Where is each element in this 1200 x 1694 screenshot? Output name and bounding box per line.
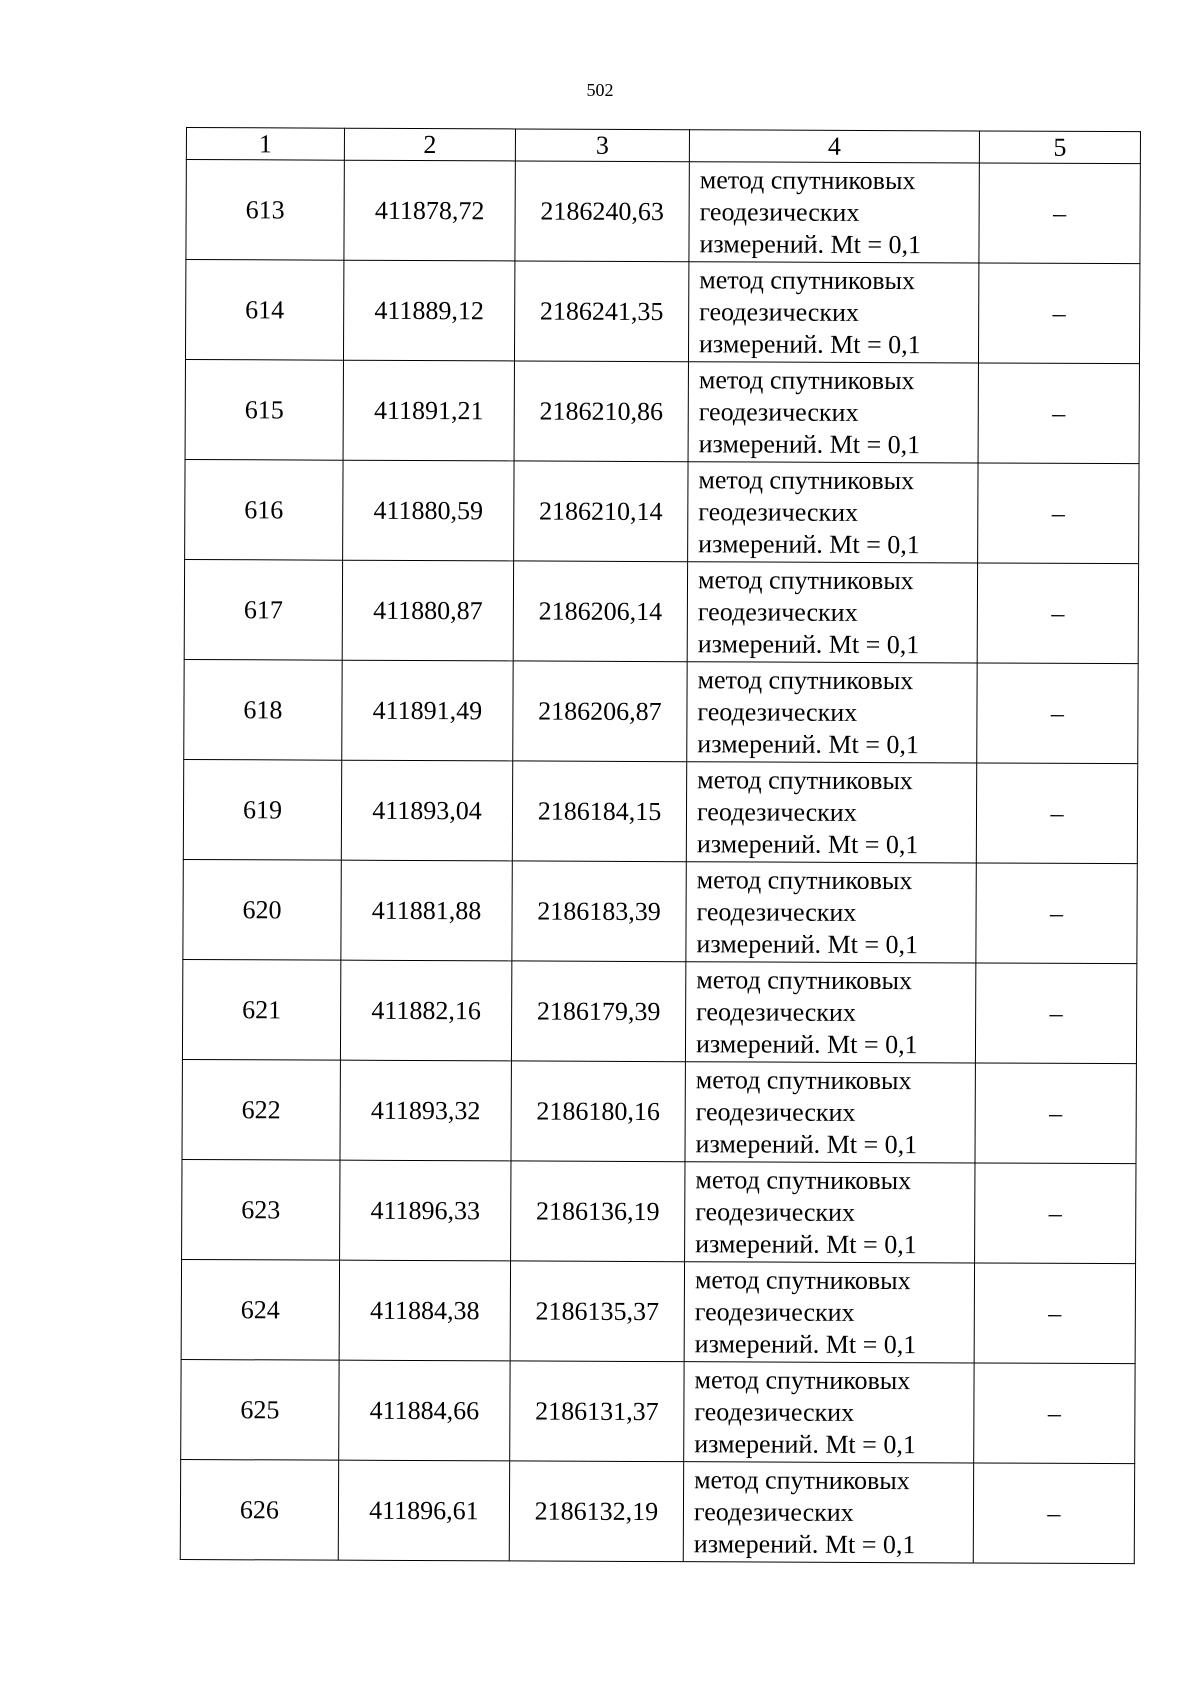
method-line: геодезических bbox=[695, 1196, 856, 1227]
y-coordinate-cell: 2186132,19 bbox=[509, 1461, 683, 1562]
column-header: 2 bbox=[344, 128, 515, 161]
method-cell bbox=[684, 1362, 974, 1463]
method-line: метод спутниковых bbox=[698, 364, 915, 395]
table-row bbox=[182, 1059, 1136, 1163]
note-cell: – bbox=[979, 163, 1140, 264]
y-coordinate-cell: 2186210,86 bbox=[514, 361, 688, 462]
point-number-cell: 613 bbox=[186, 160, 344, 261]
method-line: метод спутниковых bbox=[697, 564, 914, 595]
method-line: геодезических bbox=[696, 996, 856, 1027]
x-coordinate-cell: 411896,61 bbox=[338, 1460, 509, 1561]
x-coordinate-cell: 411896,33 bbox=[340, 1160, 511, 1261]
method-line: измерений. Mt = 0,1 bbox=[698, 328, 921, 359]
table-body bbox=[180, 160, 1140, 1564]
page-number: 502 bbox=[586, 80, 614, 100]
x-coordinate-cell: 411893,04 bbox=[341, 760, 512, 861]
point-number-cell: 625 bbox=[181, 1359, 339, 1460]
note-cell: – bbox=[975, 963, 1136, 1064]
method-line: метод спутниковых bbox=[695, 1164, 912, 1195]
point-number-cell: 616 bbox=[185, 459, 343, 560]
table-row bbox=[186, 160, 1140, 264]
method-line: измерений. Mt = 0,1 bbox=[695, 1228, 917, 1259]
method-line: измерений. Mt = 0,1 bbox=[694, 1428, 916, 1459]
table-row bbox=[180, 1459, 1134, 1563]
method-line: измерений. Mt = 0,1 bbox=[696, 928, 919, 959]
table-header-row bbox=[186, 128, 1140, 164]
method-line: измерений. Mt = 0,1 bbox=[698, 428, 921, 459]
table-row bbox=[181, 1359, 1135, 1463]
method-cell bbox=[685, 962, 975, 1063]
method-line: измерений. Mt = 0,1 bbox=[697, 628, 920, 659]
x-coordinate-cell: 411881,88 bbox=[341, 860, 512, 961]
method-line: метод спутниковых bbox=[699, 164, 916, 195]
table-row bbox=[185, 260, 1139, 364]
point-number-cell: 617 bbox=[184, 559, 342, 660]
point-number-cell: 620 bbox=[183, 859, 341, 960]
x-coordinate-cell: 411884,38 bbox=[339, 1260, 510, 1361]
method-line: геодезических bbox=[698, 396, 859, 427]
point-number-cell: 615 bbox=[185, 359, 343, 460]
method-line: геодезических bbox=[694, 1296, 855, 1327]
x-coordinate-cell: 411891,21 bbox=[343, 360, 514, 461]
note-cell: – bbox=[976, 763, 1137, 864]
column-header: 1 bbox=[186, 128, 344, 161]
method-line: измерений. Mt = 0,1 bbox=[697, 728, 919, 759]
method-line: метод спутниковых bbox=[696, 864, 913, 895]
method-line: метод спутниковых bbox=[695, 1064, 912, 1095]
table-row bbox=[183, 859, 1137, 963]
method-line: измерений. Mt = 0,1 bbox=[695, 1128, 918, 1159]
y-coordinate-cell: 2186241,35 bbox=[514, 261, 688, 362]
method-cell bbox=[688, 362, 978, 463]
method-line: геодезических bbox=[695, 1096, 856, 1127]
method-line: геодезических bbox=[694, 1396, 855, 1427]
x-coordinate-cell: 411891,49 bbox=[342, 660, 513, 761]
note-cell: – bbox=[978, 463, 1139, 564]
point-number-cell: 626 bbox=[180, 1459, 338, 1560]
method-line: геодезических bbox=[697, 596, 858, 627]
point-number-cell: 624 bbox=[181, 1259, 339, 1360]
method-cell bbox=[687, 562, 977, 663]
x-coordinate-cell: 411880,59 bbox=[343, 460, 514, 561]
method-cell bbox=[685, 1162, 975, 1263]
method-cell bbox=[686, 762, 976, 863]
method-cell bbox=[688, 462, 978, 563]
method-line: геодезических bbox=[699, 296, 859, 327]
table-row bbox=[182, 959, 1136, 1063]
x-coordinate-cell: 411878,72 bbox=[344, 160, 515, 261]
point-number-cell: 618 bbox=[184, 659, 342, 760]
method-line: измерений. Mt = 0,1 bbox=[696, 828, 919, 859]
note-cell: – bbox=[977, 563, 1138, 664]
coordinates-table bbox=[180, 127, 1141, 1564]
method-cell bbox=[689, 162, 979, 263]
y-coordinate-cell: 2186184,15 bbox=[512, 761, 686, 862]
point-number-cell: 621 bbox=[182, 959, 340, 1060]
x-coordinate-cell: 411880,87 bbox=[342, 560, 513, 661]
method-cell bbox=[683, 1462, 973, 1563]
x-coordinate-cell: 411884,66 bbox=[339, 1360, 510, 1461]
table-row bbox=[181, 1259, 1135, 1363]
note-cell: – bbox=[974, 1363, 1135, 1464]
note-cell: – bbox=[975, 1063, 1136, 1164]
method-line: измерений. Mt = 0,1 bbox=[694, 1328, 917, 1359]
point-number-cell: 619 bbox=[183, 759, 341, 860]
method-line: геодезических bbox=[698, 496, 859, 527]
method-line: геодезических bbox=[696, 796, 857, 827]
method-line: метод спутниковых bbox=[697, 764, 913, 795]
note-cell: – bbox=[978, 263, 1139, 364]
table-row bbox=[182, 1159, 1136, 1263]
method-line: метод спутниковых bbox=[694, 1364, 911, 1395]
table-row bbox=[183, 759, 1137, 863]
point-number-cell: 614 bbox=[185, 260, 343, 361]
point-number-cell: 623 bbox=[182, 1159, 340, 1260]
note-cell: – bbox=[977, 663, 1138, 764]
y-coordinate-cell: 2186206,87 bbox=[513, 661, 687, 762]
method-line: метод спутниковых bbox=[697, 664, 914, 695]
method-line: геодезических bbox=[697, 696, 858, 727]
note-cell: – bbox=[974, 1263, 1135, 1364]
x-coordinate-cell: 411893,32 bbox=[340, 1060, 511, 1161]
note-cell: – bbox=[975, 1163, 1136, 1264]
method-cell bbox=[686, 862, 976, 963]
method-line: измерений. Mt = 0,1 bbox=[695, 1028, 918, 1059]
method-line: измерений. Mt = 0,1 bbox=[693, 1528, 916, 1559]
y-coordinate-cell: 2186210,14 bbox=[514, 461, 688, 562]
y-coordinate-cell: 2186131,37 bbox=[510, 1361, 684, 1462]
method-line: геодезических bbox=[693, 1496, 854, 1527]
note-cell: – bbox=[976, 863, 1137, 964]
method-line: геодезических bbox=[699, 196, 860, 227]
y-coordinate-cell: 2186183,39 bbox=[512, 861, 686, 962]
y-coordinate-cell: 2186180,16 bbox=[511, 1061, 685, 1162]
method-line: измерений. Mt = 0,1 bbox=[699, 228, 922, 259]
table-row bbox=[184, 559, 1138, 663]
method-line: метод спутниковых bbox=[694, 1264, 911, 1295]
x-coordinate-cell: 411889,12 bbox=[343, 260, 514, 361]
y-coordinate-cell: 2186136,19 bbox=[511, 1161, 685, 1262]
method-line: измерений. Mt = 0,1 bbox=[698, 528, 920, 559]
method-cell bbox=[688, 262, 978, 363]
x-coordinate-cell: 411882,16 bbox=[340, 960, 511, 1061]
note-cell: – bbox=[973, 1463, 1134, 1564]
method-cell bbox=[687, 662, 977, 763]
method-cell bbox=[685, 1062, 975, 1163]
method-line: метод спутниковых bbox=[696, 964, 913, 995]
column-header: 4 bbox=[689, 130, 979, 163]
table-row bbox=[184, 659, 1138, 763]
method-line: метод спутниковых bbox=[698, 464, 915, 495]
note-cell: – bbox=[978, 363, 1139, 464]
y-coordinate-cell: 2186179,39 bbox=[511, 961, 685, 1062]
point-number-cell: 622 bbox=[182, 1059, 340, 1160]
column-header: 5 bbox=[979, 131, 1140, 164]
method-line: метод спутниковых bbox=[699, 264, 916, 295]
y-coordinate-cell: 2186240,63 bbox=[515, 161, 689, 262]
y-coordinate-cell: 2186135,37 bbox=[510, 1261, 684, 1362]
method-cell bbox=[684, 1262, 974, 1363]
table-row bbox=[185, 459, 1139, 563]
y-coordinate-cell: 2186206,14 bbox=[513, 561, 687, 662]
method-line: геодезических bbox=[696, 896, 857, 927]
table-row bbox=[185, 359, 1139, 463]
column-header: 3 bbox=[515, 129, 689, 162]
method-line: метод спутниковых bbox=[694, 1464, 910, 1495]
